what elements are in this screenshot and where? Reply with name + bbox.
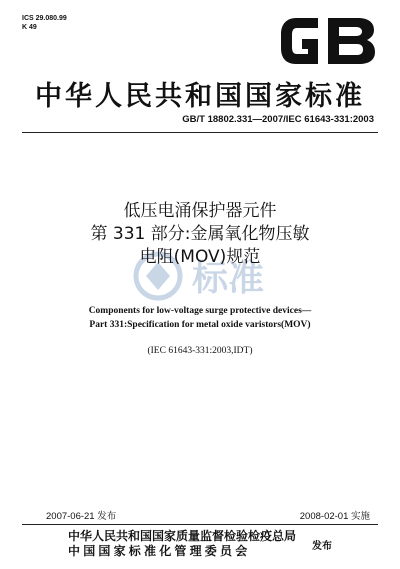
issuer-line2: 中国国家标准化管理委员会	[68, 544, 251, 558]
iec-equivalence: (IEC 61643-331:2003,IDT)	[147, 346, 253, 356]
gb-logo-icon	[278, 14, 378, 68]
issuer-line1: 中华人民共和国国家质量监督检验检疫总局	[68, 529, 297, 543]
implement-date: 2008-02-01 实施	[299, 511, 370, 522]
standard-number: GB/T 18802.331—2007/IEC 61643-331:2003	[182, 114, 374, 125]
title-cn-line3: 电阻(MOV)规范	[139, 247, 261, 267]
title-en-line1: Components for low-voltage surge protective devices—	[88, 306, 312, 316]
title-en-line2: Part 331:Specification for metal oxide varistors(MOV)	[89, 320, 311, 330]
publish-label: 发布	[312, 541, 332, 552]
classification-codes	[22, 14, 67, 32]
header-divider	[22, 132, 378, 133]
ccs-code: K 49	[22, 24, 37, 31]
ics-code: ICS 29.080.99	[22, 15, 67, 22]
issuing-authorities	[68, 529, 296, 559]
title-cn-line1: 低压电涌保护器元件	[123, 201, 277, 221]
footer-divider	[22, 524, 378, 525]
issue-date: 2007-06-21 发布	[46, 511, 117, 522]
title-cn-line2: 第 331 部分:金属氧化物压敏	[90, 224, 310, 244]
national-standard-heading: 中华人民共和国国家标准	[35, 81, 365, 112]
gb-logo-text: GB	[328, 67, 330, 68]
watermark-text: 标准	[192, 258, 265, 299]
